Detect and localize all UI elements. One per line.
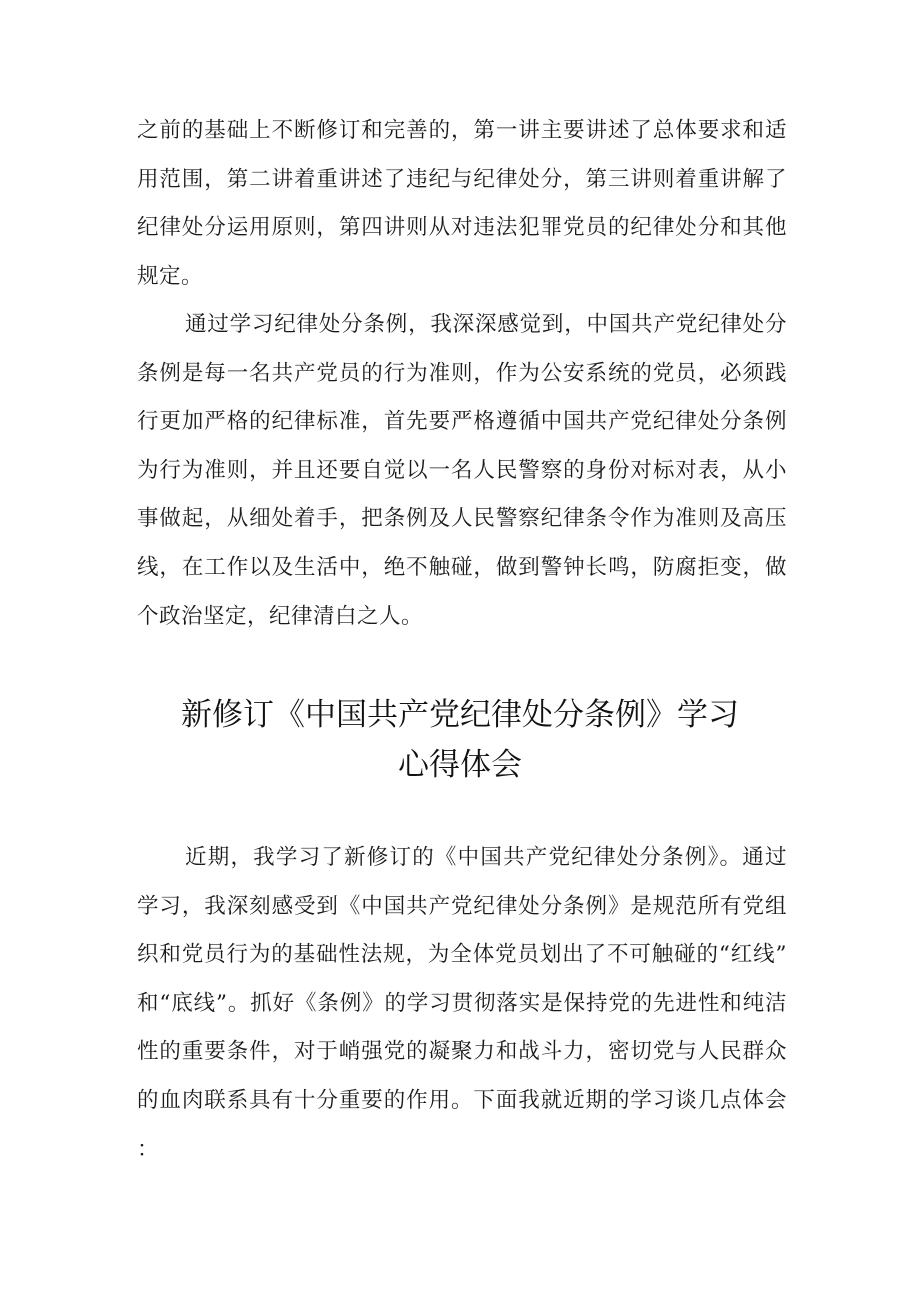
section-title-line-1: 新修订《中国共产党纪律处分条例》学习 (181, 697, 739, 733)
section-title (100, 690, 820, 790)
section-title-line-2: 心得体会 (398, 747, 522, 783)
paragraph-intro: 近期，我学习了新修订的《中国共产党纪律处分条例》。通过学习，我深刻感受到《中国共产党纪律处分条例》是规范所有党组织和党员行为的基础性法规，为全体党员划出了不可触碰的“红线”和“底线”。抓好《条例》的学习贯彻落实是保持党的先进性和纯洁性的重要条件，对于峭强党的凝聚力和战斗力，密切党与人民群众的血肉联系具有十分重要的作用。下面我就近期的学习谈几点体会： (137, 845, 787, 1162)
paragraph-continuation: 之前的基础上不断修订和完善的，第一讲主要讲述了总体要求和适用范围，第二讲着重讲述了违纪与纪律处分，第三讲则着重讲解了纪律处分运用原则，第四讲则从对违法犯罪党员的纪律处分和其他规定。 (137, 118, 787, 289)
paragraph-study-reflection: 通过学习纪律处分条例，我深深感觉到，中国共产党纪律处分条例是每一名共产党员的行为准则，作为公安系统的党员，必须践行更加严格的纪律标准，首先要严格遵循中国共产党纪律处分条例为行为准则，并且还要自觉以一名人民警察的身份对标对表，从小事做起，从细处着手，把条例及人民警察纪律条令作为准则及高压线，在工作以及生活中，绝不触碰，做到警钟长鸣，防腐拒变，做个政治坚定，纪律清白之人。 (137, 312, 787, 629)
